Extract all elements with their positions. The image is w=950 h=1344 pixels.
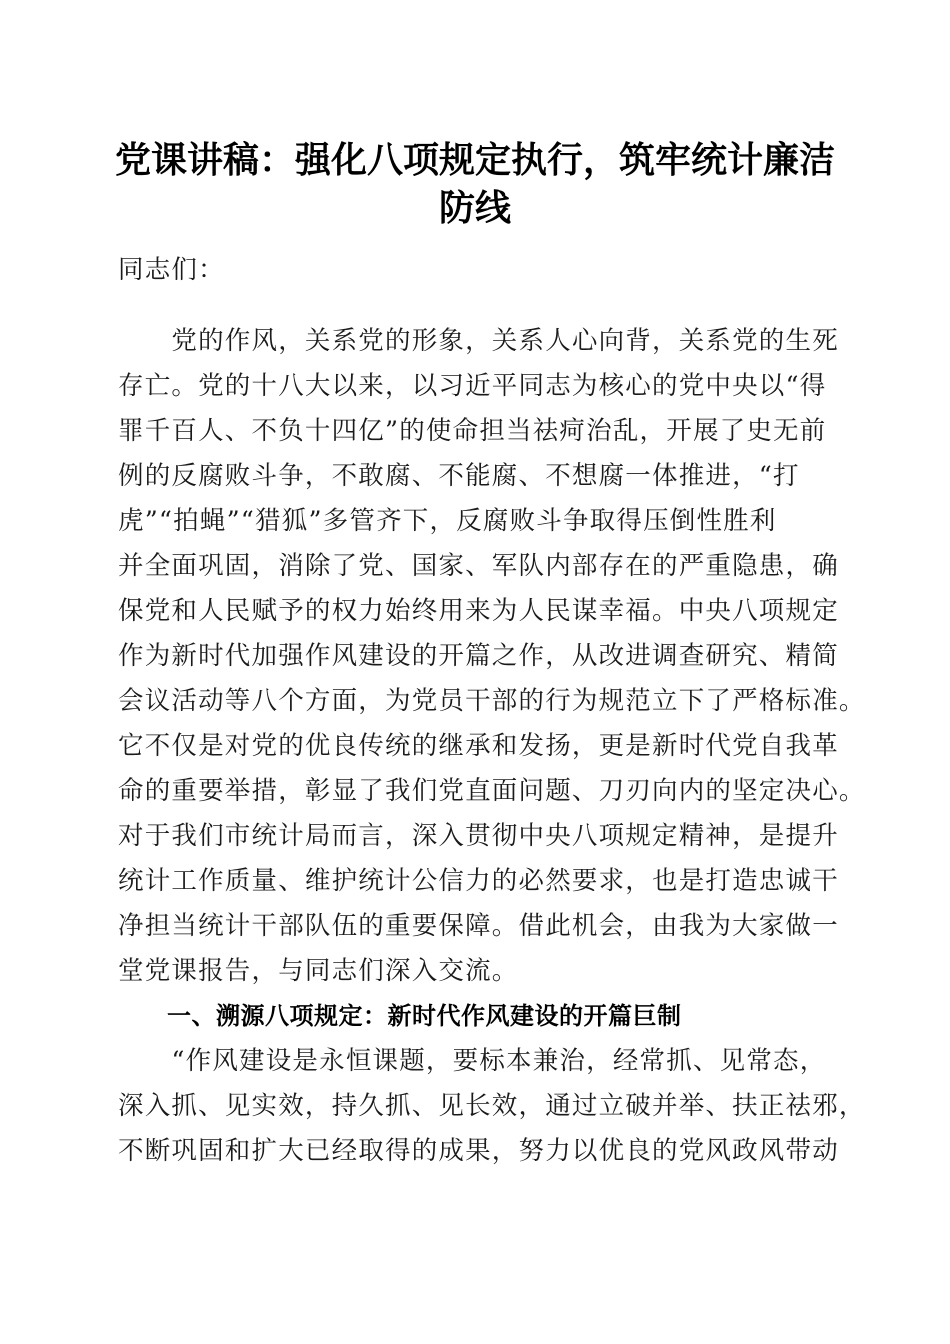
section-body-line: 深入抓、见实效，持久抓、见长效，通过立破并举、扶正祛邪，: [118, 1091, 866, 1121]
body-line: 虎”“拍蝇”“猎狐”多管齐下，反腐败斗争取得压倒性胜利: [118, 506, 777, 536]
body-line: 例的反腐败斗争，不敢腐、不能腐、不想腐一体推进，“打: [118, 461, 800, 491]
body-line: 存亡。党的十八大以来，以习近平同志为核心的党中央以“得: [118, 371, 827, 401]
body-line: 堂党课报告，与同志们深入交流。: [118, 956, 519, 986]
document-title-line-1: 党课讲稿：强化八项规定执行，筑牢统计廉洁: [114, 139, 835, 181]
body-line: 会议活动等八个方面，为党员干部的行为规范立下了严格标准。: [118, 686, 866, 716]
body-line: 它不仅是对党的优良传统的继承和发扬，更是新时代党自我革: [118, 731, 839, 761]
body-line: 党的作风，关系党的形象，关系人心向背，关系党的生死: [118, 326, 839, 356]
body-line: 并全面巩固，消除了党、国家、军队内部存在的严重隐患，确: [118, 551, 839, 581]
salutation: 同志们：: [118, 255, 225, 285]
body-line: 作为新时代加强作风建设的开篇之作，从改进调查研究、精简: [118, 641, 839, 671]
section-body-line: “作风建设是永恒课题，要标本兼治，经常抓、见常态，: [118, 1046, 827, 1076]
body-line: 保党和人民赋予的权力始终用来为人民谋幸福。中央八项规定: [118, 596, 839, 626]
body-line: 对于我们市统计局而言，深入贯彻中央八项规定精神，是提升: [118, 821, 839, 851]
body-line: 罪千百人、不负十四亿”的使命担当祛疴治乱，开展了史无前: [118, 416, 827, 446]
body-line: 统计工作质量、维护统计公信力的必然要求，也是打造忠诚干: [118, 866, 839, 896]
section-heading: 一、溯源八项规定：新时代作风建设的开篇巨制: [118, 1002, 682, 1030]
document-title-line-2: 防线: [438, 187, 511, 229]
section-body-line: 不断巩固和扩大已经取得的成果，努力以优良的党风政风带动: [118, 1136, 839, 1166]
body-line: 命的重要举措，彰显了我们党直面问题、刀刃向内的坚定决心。: [118, 776, 866, 806]
body-line: 净担当统计干部队伍的重要保障。借此机会，由我为大家做一: [118, 911, 839, 941]
